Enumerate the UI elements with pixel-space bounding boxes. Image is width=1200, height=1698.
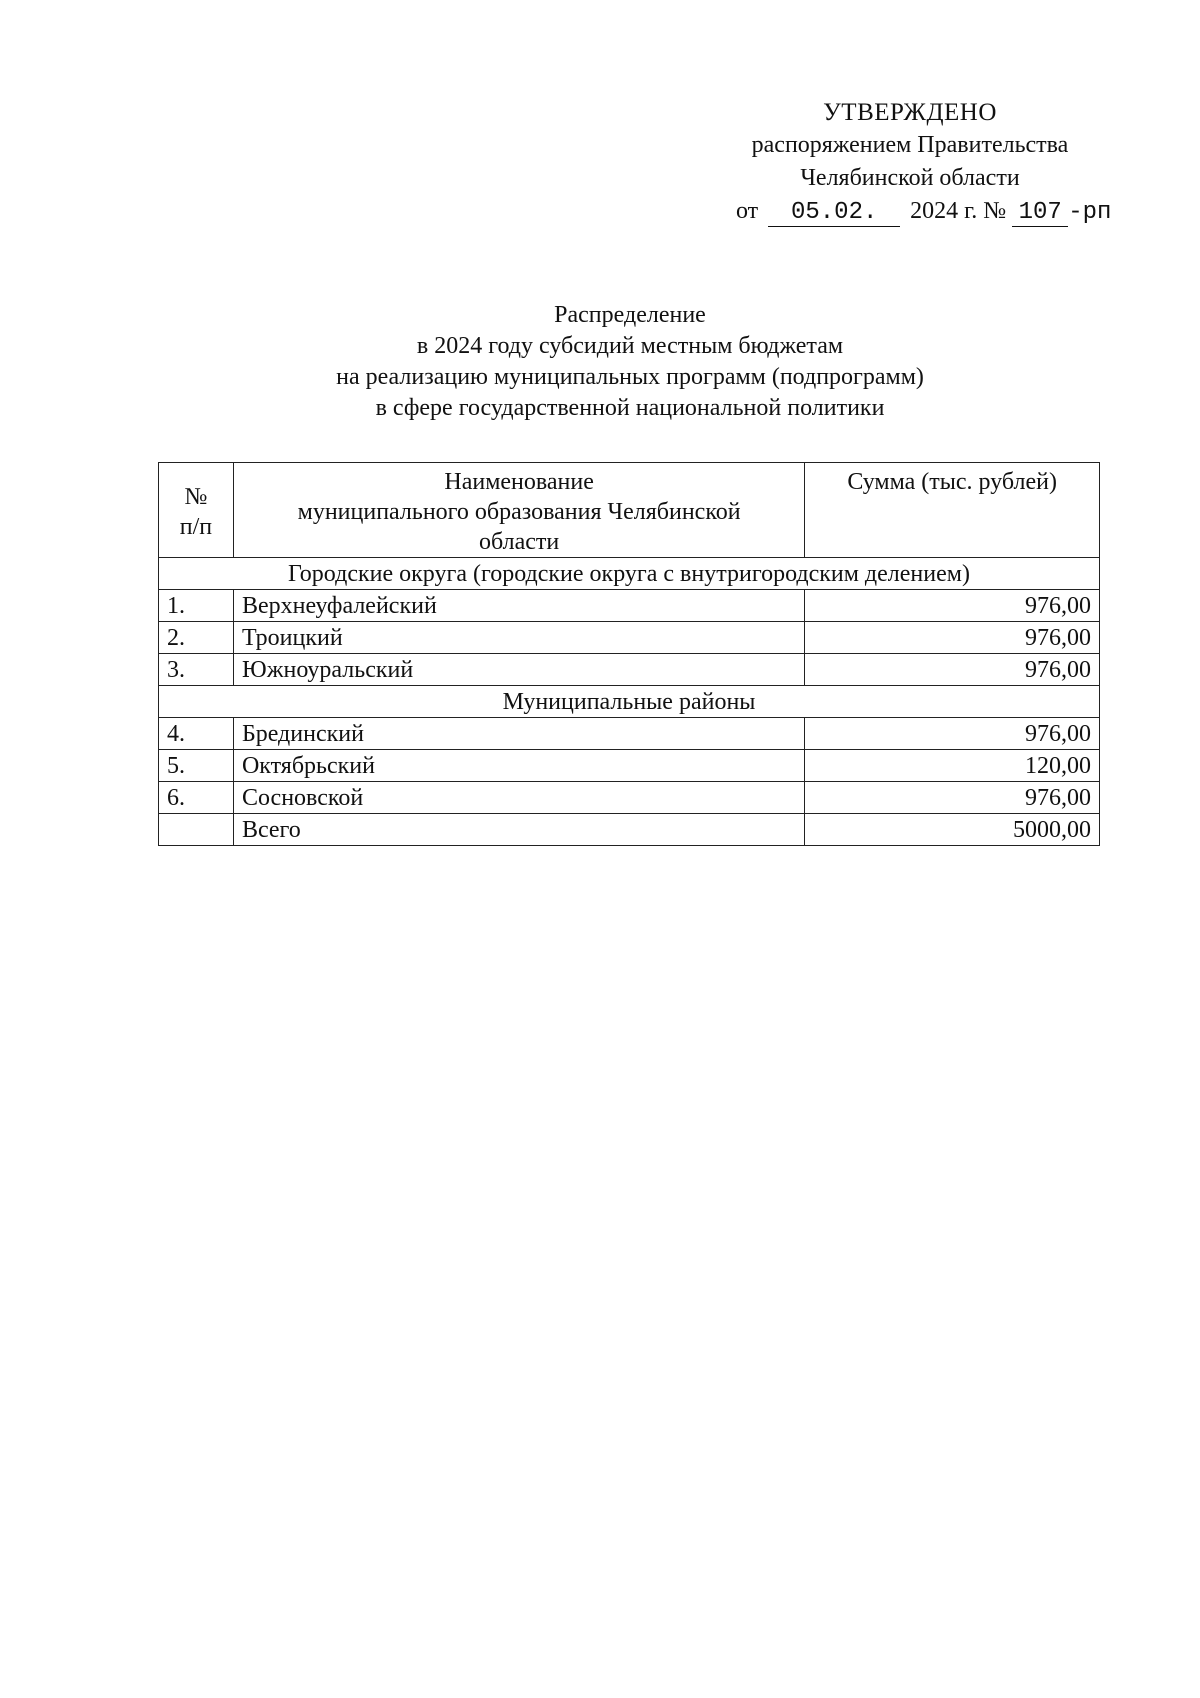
document-title: [200, 300, 1060, 424]
row-sum: 976,00: [805, 654, 1100, 686]
approval-year: 2024 г. №: [910, 198, 1007, 224]
approval-suffix: -рп: [1068, 199, 1112, 226]
header-name: [233, 463, 804, 558]
row-name: Брединский: [233, 718, 804, 750]
row-sum: 976,00: [805, 622, 1100, 654]
header-name-line-2: муниципального образования Челябинской: [297, 499, 741, 525]
total-num: [159, 814, 234, 846]
table-row: [159, 622, 1100, 654]
row-num: 3.: [159, 654, 234, 686]
table-header-row: [159, 463, 1100, 558]
section-title: Городские округа (городские округа с внутригородским делением): [159, 558, 1100, 590]
from-label: от: [736, 198, 759, 224]
approval-number: 107: [1012, 200, 1068, 227]
header-name-line-1: Наименование: [444, 469, 594, 495]
row-name: Октябрьский: [233, 750, 804, 782]
row-sum: 976,00: [805, 718, 1100, 750]
header-num: [159, 463, 234, 558]
approval-heading: УТВЕРЖДЕНО: [823, 99, 997, 126]
approval-line-1: распоряжением Правительства: [751, 132, 1069, 158]
approval-date-line: [700, 195, 1120, 229]
header-num-line-2: п/п: [179, 514, 213, 540]
title-line-1: Распределение: [554, 302, 706, 328]
approval-block: [700, 96, 1120, 229]
row-name: Сосновской: [233, 782, 804, 814]
row-sum: 976,00: [805, 782, 1100, 814]
row-name: Троицкий: [233, 622, 804, 654]
header-name-line-3: области: [479, 529, 560, 555]
section-row: [159, 558, 1100, 590]
row-name: Верхнеуфалейский: [233, 590, 804, 622]
title-line-3: на реализацию муниципальных программ (подпрограмм): [336, 364, 924, 390]
table-row: [159, 750, 1100, 782]
total-label: Всего: [233, 814, 804, 846]
row-num: 1.: [159, 590, 234, 622]
table-row: [159, 718, 1100, 750]
row-sum: 120,00: [805, 750, 1100, 782]
total-sum: 5000,00: [805, 814, 1100, 846]
approval-date: 05.02.: [768, 200, 900, 227]
header-sum: Сумма (тыс. рублей): [805, 463, 1100, 558]
row-num: 6.: [159, 782, 234, 814]
row-num: 4.: [159, 718, 234, 750]
title-line-2: в 2024 году субсидий местным бюджетам: [416, 333, 844, 359]
table-row: [159, 654, 1100, 686]
row-num: 2.: [159, 622, 234, 654]
section-title: Муниципальные районы: [159, 686, 1100, 718]
table-row: [159, 782, 1100, 814]
row-num: 5.: [159, 750, 234, 782]
row-name: Южноуральский: [233, 654, 804, 686]
distribution-table: [158, 462, 1100, 846]
total-row: [159, 814, 1100, 846]
header-num-line-1: №: [184, 484, 208, 510]
approval-line-2: Челябинской области: [800, 165, 1020, 191]
row-sum: 976,00: [805, 590, 1100, 622]
section-row: [159, 686, 1100, 718]
table-row: [159, 590, 1100, 622]
title-line-4: в сфере государственной национальной политики: [375, 395, 885, 421]
